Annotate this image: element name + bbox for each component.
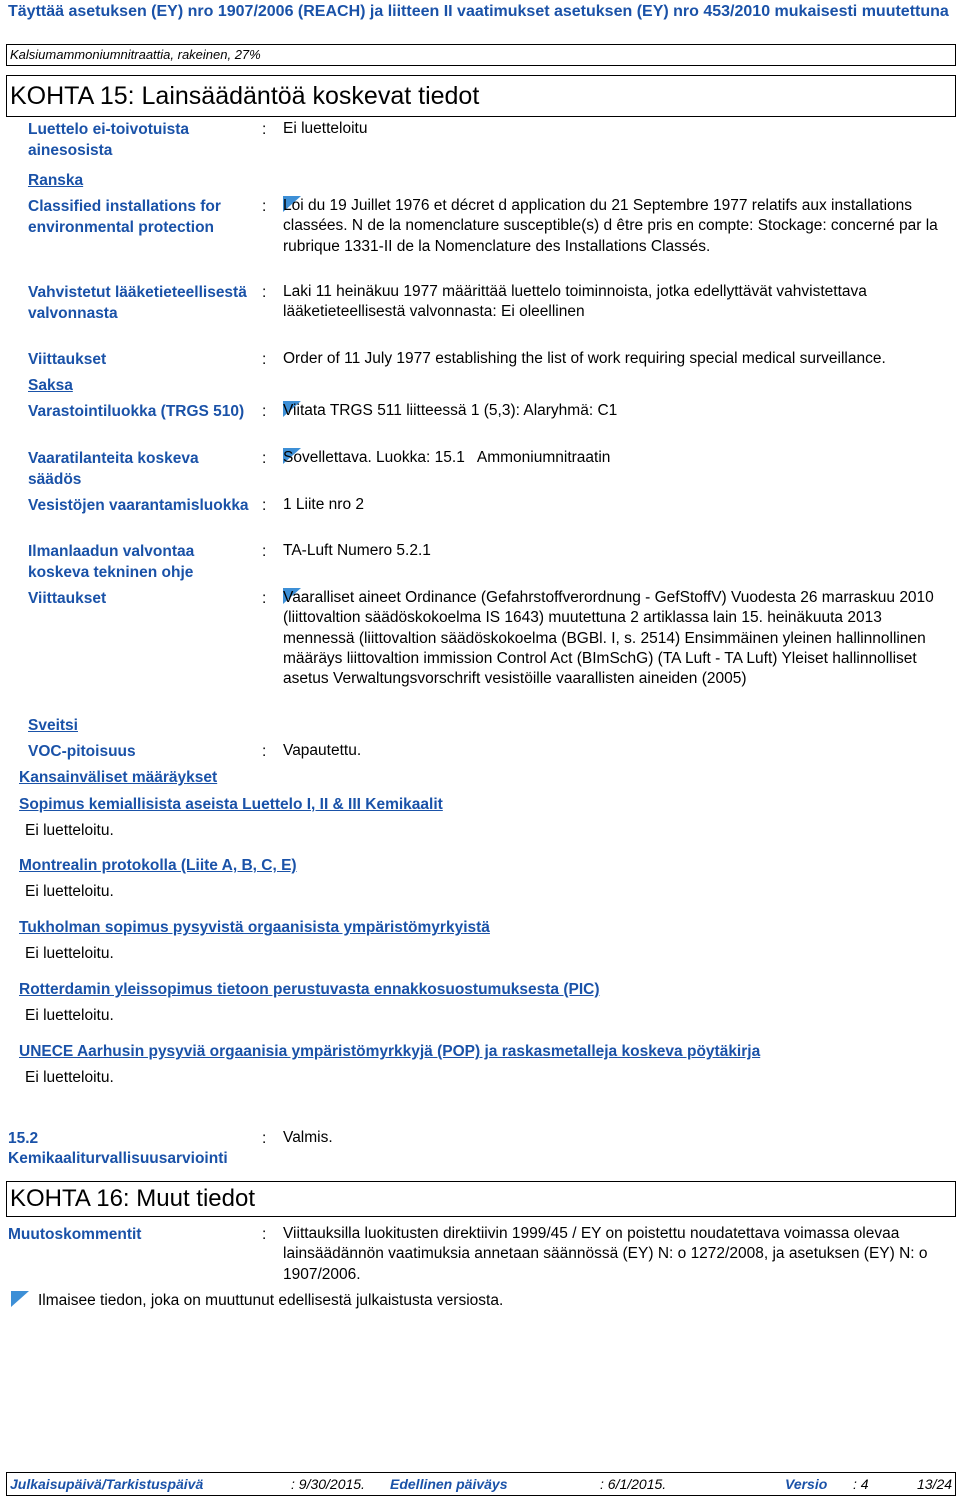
changed-flag-icon [10,1288,30,1308]
treaty-unece-aarhus: UNECE Aarhusin pysyviä orgaanisia ympäristömyrkkyjä (POP) ja raskasmetalleja koskeva pöytäkirja [19,1043,761,1060]
value-references-france: Order of 11 July 1977 establishing the list of work requiring special medical surveillance. [283,350,886,367]
label-references-germany: Viittaukset [28,590,107,607]
colon: : [262,497,267,514]
treaty-unece-aarhus-value: Ei luetteloitu. [25,1069,114,1086]
treaty-chemical-weapons: Sopimus kemiallisista aseista Luettelo I, II & III Kemikaalit [19,796,443,813]
treaty-rotterdam: Rotterdamin yleissopimus tietoon perustuvasta ennakkosuostumuksesta (PIC) [19,981,600,998]
previous-date-label: Edellinen päiväys [390,1476,508,1492]
colon: : [262,590,267,607]
issue-date-label: Julkaisupäivä/Tarkistuspäivä [10,1476,204,1492]
product-name: Kalsiumammoniumnitraattia, rakeinen, 27% [6,44,956,66]
page-number: 13/24 [917,1476,953,1492]
label-hazardous-incident: Vaaratilanteita koskeva säädös [28,450,199,488]
value-voc-content: Vapautettu. [283,742,362,759]
treaty-chemical-weapons-value: Ei luetteloitu. [25,822,114,839]
change-indicator-legend: Ilmaisee tiedon, joka on muuttunut edellisestä julkaistusta versiosta. [38,1292,504,1309]
value-hazardous-incident: Sovellettava. Luokka: 15.1 Ammoniumnitraatin [283,449,611,466]
label-storage-class: Varastointiluokka (TRGS 510) [28,403,245,420]
label-voc-content: VOC-pitoisuus [28,743,136,760]
colon: : [262,450,267,467]
colon: : [262,121,267,138]
label-undesired-ingredients: Luettelo ei-toivotuista ainesosista [28,121,190,159]
section-15-title: KOHTA 15: Lainsäädäntöä koskevat tiedot [6,75,956,117]
value-references-germany: Vaaralliset aineet Ordinance (Gefahrstoffverordnung - GefStoffV) Vuodesta 26 marraskuu 2010 (liittovaltion säädöskokoelma IS 1643) muutettuna 2 artiklassa lain 15. heinäkuuta 2013 mennessä (liittovaltion säädöskokoelma (BGBl. I, s. 2514) Ensimmäinen yleinen hallinnollinen määräys liittovaltion immission Control Act (BImSchG) (TA Luft - TA Luft) Yleiset hallinnolliset asetus Verwaltungsvorschrift vesistöille vaarallisten aineiden (2005) [283,589,934,688]
previous-date-value: : 6/1/2015. [600,1476,667,1492]
colon: : [262,351,267,368]
label-medical-surveillance: Vahvistetut lääketieteellisestä valvonnasta [28,284,247,322]
label-references-france: Viittaukset [28,351,107,368]
value-classified-installations: Loi du 19 Juillet 1976 et décret d application du 21 Septembre 1977 relatifs aux installations classées. N de la nomenclature susceptible(s) d être pris en compte: Stockage: concerné par la rubrique 1331-II de la Nomenclature des Installations Classés. [283,197,938,255]
value-undesired-ingredients: Ei luetteloitu [283,120,368,137]
label-air-quality: Ilmanlaadun valvontaa koskeva tekninen ohje [28,543,195,581]
treaty-montreal-protocol-value: Ei luetteloitu. [25,883,114,900]
assessment-label: Kemikaaliturvallisuusarviointi [8,1150,228,1167]
issue-date-value: : 9/30/2015. [291,1476,365,1492]
colon: : [262,284,267,301]
colon: : [262,543,267,560]
international-regulations-heading: Kansainväliset määräykset [19,769,218,786]
version-label: Versio [785,1476,828,1492]
value-water-hazard-class: 1 Liite nro 2 [283,496,364,513]
label-classified-installations: Classified installations for environmental protection [28,198,221,236]
value-storage-class: Viitata TRGS 511 liitteessä 1 (5,3): Alaryhmä: C1 [283,402,618,419]
value-medical-surveillance: Laki 11 heinäkuu 1977 määrittää luettelo toiminnoista, jotka edellyttävät vahvistettava lääketieteellisestä valvonnasta: Ei oleellinen [283,283,867,321]
label-change-comments: Muutoskommentit [8,1226,142,1243]
treaty-rotterdam-value: Ei luetteloitu. [25,1007,114,1024]
treaty-stockholm: Tukholman sopimus pysyvistä orgaanisista ympäristömyrkyistä [19,919,490,936]
assessment-number: 15.2 [8,1130,39,1147]
value-air-quality: TA-Luft Numero 5.2.1 [283,542,431,559]
country-heading-switzerland: Sveitsi [28,717,78,734]
colon: : [262,1130,267,1147]
colon: : [262,1226,267,1243]
colon: : [262,403,267,420]
document-header-title: Täyttää asetuksen (EY) nro 1907/2006 (REACH) ja liitteen II vaatimukset asetuksen (EY) nro 453/2010 mukaisesti muutettuna [8,3,949,20]
colon: : [262,743,267,760]
colon: : [262,198,267,215]
treaty-montreal-protocol: Montrealin protokolla (Liite A, B, C, E) [19,857,297,874]
assessment-value: Valmis. [283,1129,333,1146]
treaty-stockholm-value: Ei luetteloitu. [25,945,114,962]
value-change-comments: Viittauksilla luokitusten direktiivin 1999/45 / EY on poistettu noudatettava voimassa olevaa lainsäädännön vaatimuksia annetaan säännössä (EY) N: o 1272/2008, ja asetuksen (EY) N: o 1907/2006. [283,1225,928,1283]
page-footer [6,1472,956,1496]
label-water-hazard-class: Vesistöjen vaarantamisluokka [28,497,249,514]
version-value: : 4 [853,1476,869,1492]
section-16-title: KOHTA 16: Muut tiedot [6,1181,956,1217]
country-heading-germany: Saksa [28,377,73,394]
country-heading-france: Ranska [28,172,84,189]
